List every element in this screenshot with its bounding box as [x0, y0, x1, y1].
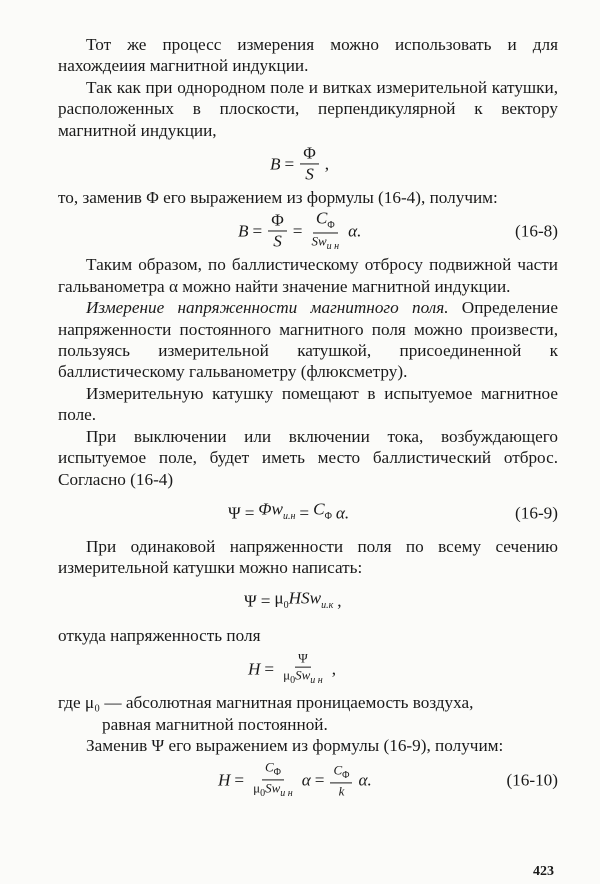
- eq1-equals: =: [284, 154, 295, 174]
- eq2-fraction-1: [268, 212, 287, 251]
- paragraph-11: Заменив Ψ его выражением из формулы (16-9), получим:: [86, 735, 504, 755]
- eq3-flux-term: $\Phi w_{и.н}$: [258, 499, 296, 522]
- eq3-psi: Ψ: [228, 503, 241, 523]
- paragraph-5: [58, 297, 558, 383]
- paragraph-8: При одинаковой напряженности поля по всему сечению измерительной катушки можно написать:: [58, 536, 558, 578]
- eq4-rhs: $\mu_0HSw_{и.к}$: [274, 588, 334, 611]
- eq6-numerator-2: $C_\Phi$: [330, 763, 352, 783]
- equation-b-flux-over-s: [58, 141, 558, 187]
- eq5-equals: =: [264, 659, 275, 679]
- paragraph-10-line-2: равная магнитной постоянной.: [102, 714, 328, 734]
- paragraph-4: Таким образом, по баллистическому отбросу подвижной части гальванометра α можно найти значение магнитной индукции.: [58, 255, 558, 296]
- paragraph-2: Так как при однородном поле и витках измерительной катушки, расположенных в плоскости, перпендикулярной к вектору магнитной индукции,: [58, 77, 558, 140]
- eq5-fraction: [280, 652, 326, 687]
- eq1-lhs: B: [270, 154, 281, 174]
- page-content: [58, 34, 558, 804]
- eq3-tail: α.: [335, 503, 350, 523]
- eq6-equals-1: =: [234, 770, 245, 790]
- eq6-denominator-2: k: [338, 783, 345, 799]
- equation-number-16-8: (16-8): [515, 221, 558, 241]
- paragraph-10: [58, 692, 558, 735]
- equation-16-10: [58, 756, 558, 804]
- eq4-comma: ,: [337, 592, 342, 612]
- eq6-equals-2: =: [314, 770, 325, 790]
- eq6-tail: α.: [358, 770, 372, 790]
- eq1-fraction: [300, 144, 319, 183]
- eq2-denominator-1: S: [273, 231, 282, 251]
- eq2-numerator-2: $C_\Phi$: [313, 210, 338, 234]
- eq2-tail: α.: [348, 221, 362, 241]
- eq2-lhs: B: [238, 221, 249, 241]
- equation-number-16-10: (16-10): [506, 770, 558, 790]
- equation-16-8: [58, 208, 558, 254]
- eq2-fraction-2: [308, 210, 342, 253]
- eq1-denominator: S: [305, 164, 314, 184]
- eq1-comma: ,: [324, 154, 330, 174]
- eq1-numerator: Φ: [300, 144, 319, 164]
- eq3-c-term: $C_\Phi$: [313, 499, 332, 522]
- eq2-numerator-1: Φ: [268, 212, 287, 232]
- eq4-equals: =: [260, 592, 271, 612]
- eq3-equals-2: =: [299, 503, 310, 523]
- eq5-comma: ,: [331, 659, 337, 679]
- paragraph-9: откуда напряженность поля: [58, 625, 261, 645]
- eq6-numerator-1: $C_\Phi$: [262, 761, 284, 781]
- equation-number-16-9: (16-9): [515, 503, 558, 523]
- page-number: 423: [533, 864, 554, 879]
- eq6-alpha: α: [301, 770, 311, 790]
- eq2-equals-1: =: [252, 221, 263, 241]
- paragraph-10-line-1: где μ₀ — абсолютная магнитная проницаемость воздуха,: [58, 693, 474, 713]
- eq6-fraction-1: [250, 761, 296, 800]
- paragraph-5-text: Определение напряженности постоянного магнитного поля можно произвести, пользуясь измерительной катушкой, присоединенной к баллистическому гальванометру (флюксметру).: [58, 298, 558, 382]
- paragraph-6: Измерительную катушку помещают в испытуемое магнитное поле.: [58, 383, 558, 425]
- paragraph-7: При выключении или включении тока, возбуждающего испытуемое поле, будет иметь место баллистический отброс. Согласно (16-4): [58, 426, 558, 489]
- eq2-equals-2: =: [292, 221, 303, 241]
- eq3-equals-1: =: [244, 503, 255, 523]
- eq5-numerator: Ψ: [295, 652, 311, 668]
- eq5-denominator: $\mu_0Sw_{и н}$: [283, 667, 323, 686]
- eq6-lhs: H: [218, 770, 231, 790]
- paragraph-1: Тот же процесс измерения можно использовать и для нахождеиия магнитной индукции.: [58, 35, 558, 76]
- equation-psi-mu: [58, 579, 558, 625]
- paragraph-3: то, заменив Φ его выражением из формулы (16-4), получим:: [58, 188, 498, 208]
- eq6-fraction-2: [330, 763, 352, 798]
- equation-h-psi: [58, 646, 558, 692]
- eq2-denominator-2: $Sw_{и н}$: [311, 233, 340, 253]
- equation-16-9: [58, 490, 558, 536]
- eq6-denominator-1: $\mu_0Sw_{и н}$: [253, 780, 293, 800]
- eq5-lhs: H: [248, 659, 261, 679]
- eq4-psi: Ψ: [244, 592, 257, 612]
- section-heading: Измерение напряженности магнитного поля.: [86, 298, 449, 318]
